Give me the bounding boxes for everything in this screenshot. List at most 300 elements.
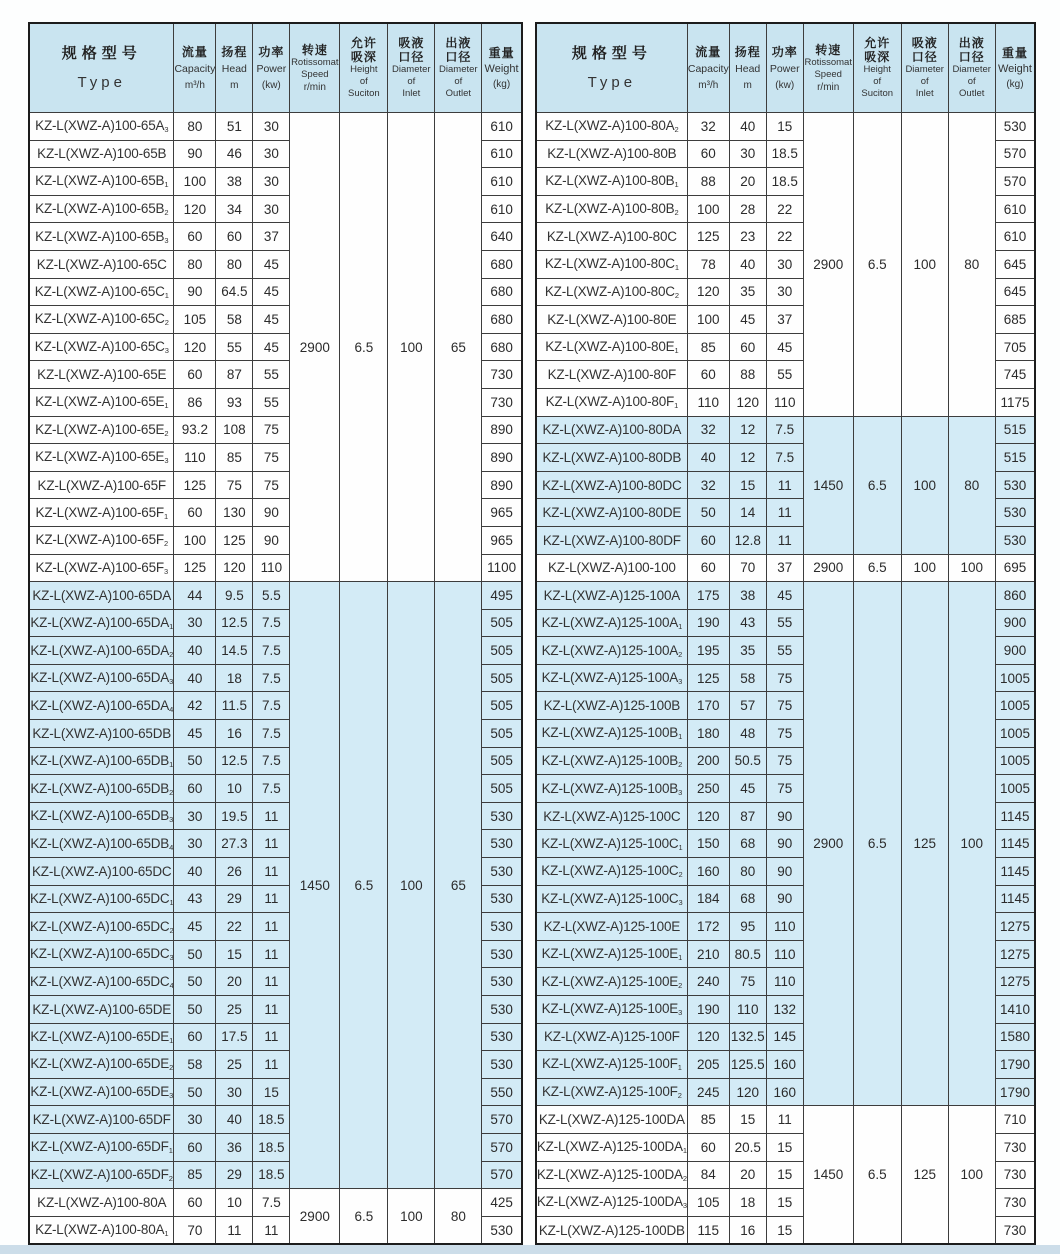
head-cell: 29 (216, 1161, 253, 1189)
power-cell: 7.5 (253, 720, 290, 748)
inlet-merged-cell: 125 (901, 1106, 948, 1244)
power-cell: 11 (766, 471, 803, 499)
power-cell: 110 (253, 554, 290, 582)
capacity-cell: 125 (174, 554, 216, 582)
header-suction (853, 23, 901, 113)
head-cell: 15 (216, 940, 253, 968)
suction-merged-cell: 6.5 (340, 113, 388, 582)
head-cell: 57 (729, 692, 766, 720)
power-cell: 7.5 (253, 747, 290, 775)
weight-cell: 570 (995, 168, 1035, 196)
type-cell: $KZ-L(XWZ-A)100-65F_1$ (29, 499, 174, 527)
type-cell: $KZ-L(XWZ-A)100-65B_1$ (29, 168, 174, 196)
weight-cell: 495 (482, 582, 522, 610)
weight-cell: 570 (482, 1161, 522, 1189)
type-cell: $KZ-L(XWZ-A)100-65DB_3$ (29, 802, 174, 830)
suction-merged-cell: 6.5 (853, 416, 901, 554)
head-cell: 130 (216, 499, 253, 527)
capacity-cell: 60 (687, 140, 729, 168)
head-cell: 12.5 (216, 747, 253, 775)
weight-cell: 1005 (995, 692, 1035, 720)
suction-merged-cell: 6.5 (340, 1189, 388, 1245)
outlet-merged-cell: 65 (435, 113, 482, 582)
type-cell: $KZ-L(XWZ-A)100-80A_2$ (536, 113, 688, 141)
spec-table-left (28, 22, 523, 1245)
type-cell: KZ-L(XWZ-A)125-100DB (536, 1216, 688, 1244)
type-cell: $KZ-L(XWZ-A)100-65E_2$ (29, 416, 174, 444)
power-cell: 5.5 (253, 582, 290, 610)
head-cell: 95 (729, 913, 766, 941)
type-subscript: 4 (169, 704, 174, 714)
capacity-cell: 110 (687, 388, 729, 416)
header-head-cn: 扬程 (734, 44, 761, 59)
type-cell: $KZ-L(XWZ-A)100-65DB_2$ (29, 775, 174, 803)
type-subscript: 1 (678, 953, 683, 963)
type-subscript: 3 (678, 677, 683, 687)
capacity-cell: 205 (687, 1051, 729, 1079)
power-cell: 75 (766, 747, 803, 775)
type-subscript: 1 (164, 290, 169, 300)
weight-cell: 610 (482, 168, 522, 196)
header-outlet-en: Diameter (952, 64, 991, 75)
speed-merged-cell: 2900 (803, 554, 853, 582)
capacity-cell: 200 (687, 747, 729, 775)
head-cell: 51 (216, 113, 253, 141)
head-cell: 20 (729, 1161, 766, 1189)
capacity-cell: 60 (687, 361, 729, 389)
type-subscript: 2 (169, 649, 174, 659)
weight-cell: 1145 (995, 830, 1035, 858)
type-cell: KZ-L(XWZ-A)100-65DE (29, 996, 174, 1024)
head-cell: 80 (729, 858, 766, 886)
head-cell: 30 (216, 1078, 253, 1106)
capacity-cell: 120 (174, 195, 216, 223)
power-cell: 11 (253, 940, 290, 968)
capacity-cell: 100 (687, 306, 729, 334)
header-suction (340, 23, 388, 113)
head-cell: 38 (729, 582, 766, 610)
capacity-cell: 30 (174, 830, 216, 858)
type-cell: $KZ-L(XWZ-A)125-100C_3$ (536, 885, 688, 913)
weight-cell: 695 (995, 554, 1035, 582)
power-cell: 90 (253, 499, 290, 527)
capacity-cell: 125 (174, 471, 216, 499)
weight-cell: 530 (482, 1023, 522, 1051)
head-cell: 12.5 (216, 609, 253, 637)
power-cell: 11 (253, 913, 290, 941)
power-cell: 45 (766, 582, 803, 610)
power-cell: 18.5 (253, 1106, 290, 1134)
head-cell: 40 (729, 113, 766, 141)
power-cell: 15 (766, 1161, 803, 1189)
type-cell: $KZ-L(XWZ-A)100-65DB_4$ (29, 830, 174, 858)
head-cell: 20 (216, 968, 253, 996)
head-cell: 108 (216, 416, 253, 444)
type-cell: $KZ-L(XWZ-A)100-80F_1$ (536, 388, 688, 416)
weight-cell: 505 (482, 747, 522, 775)
power-cell: 90 (253, 526, 290, 554)
header-head-en: Head (735, 62, 761, 75)
spec-table-right (535, 22, 1036, 1245)
weight-cell: 680 (482, 333, 522, 361)
inlet-merged-cell: 125 (901, 582, 948, 1106)
header-inlet-en: of (407, 76, 416, 87)
header-head-en: Head (221, 62, 247, 75)
header-inlet-en: Diameter (905, 64, 944, 75)
weight-cell: 1790 (995, 1078, 1035, 1106)
weight-cell: 505 (482, 609, 522, 637)
type-cell: KZ-L(XWZ-A)100-80DF (536, 526, 688, 554)
header-suction-cn: 吸深 (350, 50, 377, 64)
head-cell: 10 (216, 775, 253, 803)
type-cell: $KZ-L(XWZ-A)125-100A_3$ (536, 664, 688, 692)
power-cell: 30 (766, 250, 803, 278)
weight-cell: 1175 (995, 388, 1035, 416)
type-cell: $KZ-L(XWZ-A)100-80C_1$ (536, 250, 688, 278)
header-suction-en: Height (863, 64, 891, 75)
type-subscript: 3 (164, 346, 169, 356)
header-outlet-en: Outlet (445, 88, 471, 99)
type-subscript: 3 (678, 897, 683, 907)
head-cell: 30 (729, 140, 766, 168)
speed-merged-cell: 2900 (290, 113, 340, 582)
type-cell: $KZ-L(XWZ-A)100-65B_3$ (29, 223, 174, 251)
capacity-cell: 60 (687, 526, 729, 554)
head-cell: 34 (216, 195, 253, 223)
weight-cell: 730 (995, 1133, 1035, 1161)
power-cell: 75 (766, 692, 803, 720)
type-cell: $KZ-L(XWZ-A)125-100B_3$ (536, 775, 688, 803)
weight-cell: 685 (995, 306, 1035, 334)
capacity-cell: 78 (687, 250, 729, 278)
weight-cell: 1145 (995, 802, 1035, 830)
type-subscript: 1 (678, 732, 683, 742)
header-capacity-cn: 流量 (181, 44, 208, 59)
capacity-cell: 85 (687, 333, 729, 361)
header-power (766, 23, 803, 113)
weight-cell: 530 (482, 996, 522, 1024)
type-cell: $KZ-L(XWZ-A)100-65B_2$ (29, 195, 174, 223)
head-cell: 27.3 (216, 830, 253, 858)
outlet-merged-cell: 100 (948, 554, 995, 582)
power-cell: 37 (766, 306, 803, 334)
type-subscript: 1 (164, 1229, 169, 1239)
type-subscript: 2 (677, 1091, 682, 1101)
weight-cell: 530 (482, 802, 522, 830)
head-cell: 36 (216, 1133, 253, 1161)
weight-cell: 730 (995, 1161, 1035, 1189)
capacity-cell: 60 (174, 1023, 216, 1051)
header-inlet-en: of (920, 76, 929, 87)
capacity-cell: 43 (174, 885, 216, 913)
header-weight-cn: 重量 (488, 45, 515, 60)
weight-cell: 550 (482, 1078, 522, 1106)
type-cell: KZ-L(XWZ-A)100-80DB (536, 444, 688, 472)
type-subscript: 3 (682, 1201, 687, 1211)
header-outlet-cn: 出液 (958, 36, 985, 50)
capacity-cell: 50 (174, 996, 216, 1024)
header-weight (995, 23, 1035, 113)
power-cell: 11 (253, 968, 290, 996)
capacity-cell: 30 (174, 609, 216, 637)
type-subscript: 2 (674, 125, 679, 135)
type-cell: $KZ-L(XWZ-A)100-65DA_2$ (29, 637, 174, 665)
head-cell: 35 (729, 278, 766, 306)
power-cell: 110 (766, 388, 803, 416)
type-subscript: 3 (678, 787, 683, 797)
type-cell: $KZ-L(XWZ-A)100-65DE_1$ (29, 1023, 174, 1051)
type-subscript: 1 (169, 1035, 174, 1045)
power-cell: 11 (253, 1051, 290, 1079)
capacity-cell: 120 (687, 1023, 729, 1051)
power-cell: 110 (766, 913, 803, 941)
header-capacity (687, 23, 729, 113)
capacity-cell: 44 (174, 582, 216, 610)
head-cell: 28 (729, 195, 766, 223)
head-cell: 50.5 (729, 747, 766, 775)
capacity-cell: 32 (687, 471, 729, 499)
weight-cell: 890 (482, 416, 522, 444)
type-cell: $KZ-L(XWZ-A)100-65DC_2$ (29, 913, 174, 941)
type-cell: $KZ-L(XWZ-A)125-100B_2$ (536, 747, 688, 775)
speed-merged-cell: 1450 (803, 416, 853, 554)
type-cell: $KZ-L(XWZ-A)125-100DA_1$ (536, 1133, 688, 1161)
type-subscript: 3 (169, 1091, 174, 1101)
power-cell: 45 (253, 333, 290, 361)
type-cell: $KZ-L(XWZ-A)100-65C_1$ (29, 278, 174, 306)
weight-cell: 570 (482, 1133, 522, 1161)
type-cell: KZ-L(XWZ-A)100-80DC (536, 471, 688, 499)
type-cell: $KZ-L(XWZ-A)125-100C_2$ (536, 858, 688, 886)
capacity-cell: 110 (174, 444, 216, 472)
weight-cell: 730 (482, 388, 522, 416)
type-subscript: 3 (164, 456, 169, 466)
header-inlet-cn: 吸液 (398, 36, 425, 50)
weight-cell: 505 (482, 775, 522, 803)
head-cell: 40 (729, 250, 766, 278)
header-inlet-cn: 吸液 (911, 36, 938, 50)
head-cell: 23 (729, 223, 766, 251)
type-subscript: 3 (678, 1008, 683, 1018)
weight-cell: 505 (482, 720, 522, 748)
power-cell: 30 (253, 195, 290, 223)
capacity-cell: 60 (174, 361, 216, 389)
power-cell: 90 (766, 802, 803, 830)
head-cell: 10 (216, 1189, 253, 1217)
head-cell: 68 (729, 885, 766, 913)
power-cell: 55 (253, 388, 290, 416)
capacity-cell: 85 (687, 1106, 729, 1134)
outlet-merged-cell: 80 (948, 113, 995, 417)
power-cell: 55 (253, 361, 290, 389)
header-outlet (948, 23, 995, 113)
type-cell: KZ-L(XWZ-A)100-80DA (536, 416, 688, 444)
suction-merged-cell: 6.5 (853, 554, 901, 582)
capacity-cell: 120 (687, 802, 729, 830)
capacity-cell: 70 (174, 1216, 216, 1244)
head-cell: 85 (216, 444, 253, 472)
capacity-cell: 42 (174, 692, 216, 720)
header-power-cn: 功率 (258, 44, 285, 59)
head-cell: 46 (216, 140, 253, 168)
header-inlet-en: Inlet (402, 88, 421, 99)
header-capacity-unit: m³/h (184, 79, 205, 91)
type-cell: KZ-L(XWZ-A)125-100F (536, 1023, 688, 1051)
power-cell: 11 (253, 996, 290, 1024)
weight-cell: 515 (995, 444, 1035, 472)
head-cell: 15 (729, 471, 766, 499)
capacity-cell: 50 (174, 747, 216, 775)
tables-row (28, 22, 1036, 1245)
capacity-cell: 90 (174, 140, 216, 168)
head-cell: 55 (216, 333, 253, 361)
head-cell: 125.5 (729, 1051, 766, 1079)
table-row (536, 1106, 1035, 1134)
capacity-cell: 40 (687, 444, 729, 472)
type-cell: $KZ-L(XWZ-A)100-65E_3$ (29, 444, 174, 472)
head-cell: 68 (729, 830, 766, 858)
header-power-unit: (kw) (261, 79, 281, 91)
power-cell: 11 (253, 858, 290, 886)
type-cell: $KZ-L(XWZ-A)125-100DA_2$ (536, 1161, 688, 1189)
type-subscript: 2 (678, 759, 683, 769)
weight-cell: 645 (995, 278, 1035, 306)
type-cell: $KZ-L(XWZ-A)100-65DF_2$ (29, 1161, 174, 1189)
type-cell: $KZ-L(XWZ-A)125-100A_2$ (536, 637, 688, 665)
power-cell: 11 (766, 499, 803, 527)
weight-cell: 890 (482, 444, 522, 472)
capacity-cell: 50 (174, 1078, 216, 1106)
head-cell: 125 (216, 526, 253, 554)
type-cell: $KZ-L(XWZ-A)100-65C_3$ (29, 333, 174, 361)
type-cell: $KZ-L(XWZ-A)100-65F_3$ (29, 554, 174, 582)
type-subscript: 3 (169, 953, 174, 963)
header-weight (482, 23, 522, 113)
header-power-cn: 功率 (771, 44, 798, 59)
header-speed-en: Speed (814, 68, 842, 80)
type-subscript: 3 (164, 125, 169, 135)
type-cell: $KZ-L(XWZ-A)125-100F_2$ (536, 1078, 688, 1106)
header-outlet (435, 23, 482, 113)
power-cell: 30 (253, 140, 290, 168)
type-cell: $KZ-L(XWZ-A)100-65DB_1$ (29, 747, 174, 775)
head-cell: 45 (729, 775, 766, 803)
power-cell: 11 (766, 526, 803, 554)
capacity-cell: 245 (687, 1078, 729, 1106)
capacity-cell: 60 (174, 1189, 216, 1217)
capacity-cell: 84 (687, 1161, 729, 1189)
header-suction-en: Suciton (347, 88, 380, 99)
power-cell: 18.5 (766, 168, 803, 196)
head-cell: 35 (729, 637, 766, 665)
weight-cell: 965 (482, 499, 522, 527)
weight-cell: 530 (482, 913, 522, 941)
capacity-cell: 60 (687, 554, 729, 582)
power-cell: 7.5 (253, 1189, 290, 1217)
weight-cell: 1410 (995, 996, 1035, 1024)
head-cell: 70 (729, 554, 766, 582)
power-cell: 7.5 (253, 692, 290, 720)
weight-cell: 610 (482, 195, 522, 223)
power-cell: 7.5 (766, 444, 803, 472)
type-cell: KZ-L(XWZ-A)100-100 (536, 554, 688, 582)
type-cell: $KZ-L(XWZ-A)100-65C_2$ (29, 306, 174, 334)
header-speed (290, 23, 340, 113)
weight-cell: 860 (995, 582, 1035, 610)
head-cell: 120 (729, 1078, 766, 1106)
suction-merged-cell: 6.5 (853, 113, 901, 417)
head-cell: 18 (729, 1189, 766, 1217)
inlet-merged-cell: 100 (388, 1189, 435, 1245)
power-cell: 132 (766, 996, 803, 1024)
head-cell: 9.5 (216, 582, 253, 610)
head-cell: 120 (216, 554, 253, 582)
power-cell: 11 (253, 830, 290, 858)
head-cell: 120 (729, 388, 766, 416)
head-cell: 58 (216, 306, 253, 334)
power-cell: 145 (766, 1023, 803, 1051)
head-cell: 14.5 (216, 637, 253, 665)
capacity-cell: 40 (174, 664, 216, 692)
speed-merged-cell: 2900 (290, 1189, 340, 1245)
head-cell: 17.5 (216, 1023, 253, 1051)
header-outlet-cn: 出液 (445, 36, 472, 50)
weight-cell: 730 (995, 1189, 1035, 1217)
capacity-cell: 60 (174, 499, 216, 527)
weight-cell: 530 (995, 471, 1035, 499)
power-cell: 18.5 (766, 140, 803, 168)
capacity-cell: 60 (174, 223, 216, 251)
header-suction-en: Suciton (861, 88, 894, 99)
head-cell: 87 (729, 802, 766, 830)
weight-cell: 1100 (482, 554, 522, 582)
table-row (29, 113, 522, 141)
type-subscript: 1 (677, 1063, 682, 1073)
header-weight-cn: 重量 (1001, 45, 1028, 60)
head-cell: 80.5 (729, 940, 766, 968)
weight-cell: 745 (995, 361, 1035, 389)
power-cell: 160 (766, 1078, 803, 1106)
weight-cell: 1145 (995, 885, 1035, 913)
type-cell: KZ-L(XWZ-A)100-80B (536, 140, 688, 168)
header-speed-cn: 转速 (815, 42, 842, 57)
type-cell: $KZ-L(XWZ-A)125-100E_2$ (536, 968, 688, 996)
type-cell: $KZ-L(XWZ-A)100-65DC_3$ (29, 940, 174, 968)
type-subscript: 1 (674, 401, 679, 411)
speed-merged-cell: 1450 (290, 582, 340, 1189)
weight-cell: 890 (482, 471, 522, 499)
head-cell: 64.5 (216, 278, 253, 306)
capacity-cell: 60 (174, 775, 216, 803)
weight-cell: 530 (482, 968, 522, 996)
weight-cell: 680 (482, 306, 522, 334)
head-cell: 38 (216, 168, 253, 196)
type-cell: $KZ-L(XWZ-A)100-65A_3$ (29, 113, 174, 141)
type-subscript: 3 (163, 566, 168, 576)
type-cell: $KZ-L(XWZ-A)125-100B_1$ (536, 720, 688, 748)
type-subscript: 1 (678, 621, 683, 631)
weight-cell: 610 (995, 195, 1035, 223)
header-suction-en: Height (350, 64, 378, 75)
head-cell: 25 (216, 996, 253, 1024)
header-outlet-cn: 口径 (445, 50, 472, 64)
head-cell: 75 (729, 968, 766, 996)
header-speed-unit: r/min (817, 81, 840, 93)
weight-cell: 1145 (995, 858, 1035, 886)
header-row (29, 23, 522, 113)
header-suction-en: of (359, 76, 368, 87)
capacity-cell: 160 (687, 858, 729, 886)
